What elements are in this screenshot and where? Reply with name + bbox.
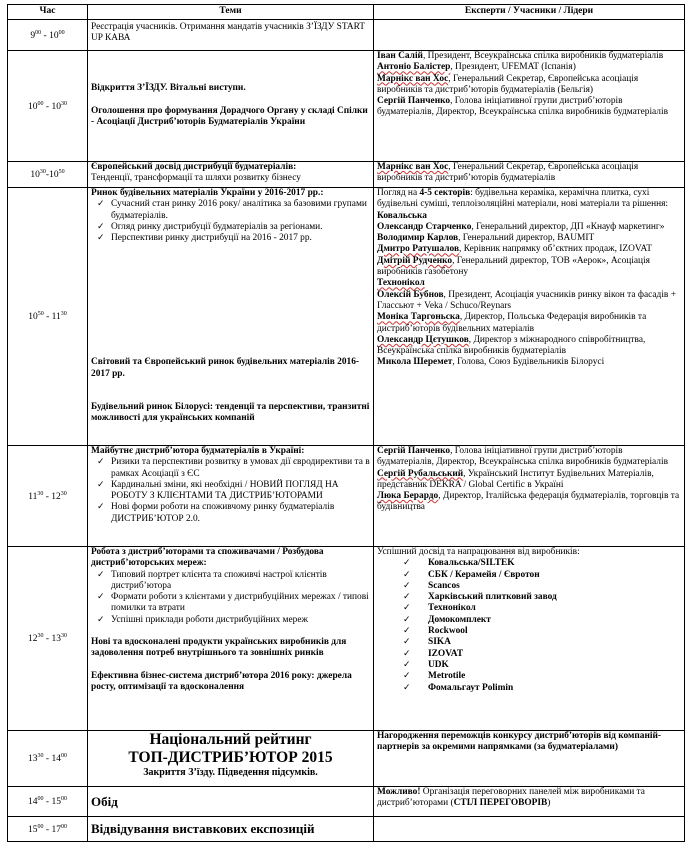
topic-item: ✓ Формати роботи з клієнтами у дистрибуційних мережах / типові помилки та втрати [97, 592, 370, 615]
topics-cell [88, 162, 374, 188]
expert-entry: Сергій Панченко, Голова ініціативної групи дистриб’юторів будматеріалів, Директор, Всеукраїнська спілка виробників будматеріалів [377, 96, 669, 118]
topics-cell [88, 51, 374, 162]
expert-entry: Ковальська [377, 210, 427, 221]
expert-entry: Люка Берардо, Директор, Італійська федерація будматеріалів, торговців та будівництва [377, 491, 680, 513]
expert-entry: Технонікол [377, 278, 425, 289]
topic-subtitle: Тенденції, трансформації та шляхи розвитку бізнесу [91, 173, 301, 184]
expert-entry: Сергій Панченко, Голова ініціативної групи дистриб’юторів будматеріалів, Директор, Всеукраїнська спілка виробників будматеріалів [377, 446, 669, 468]
time-cell: $13^{30} - 14^{00}$ [8, 731, 88, 787]
producer-item: ✓ Харківський плитковий завод [403, 592, 681, 603]
time-cell: $10^{30}-10^{50}$ [8, 162, 88, 188]
program-table [7, 4, 685, 842]
topic-title: Ринок будівельних матеріалів України у 2016-2017 рр.: [91, 188, 324, 198]
expert-entry: Олександр Старченко, Генеральний директор, ДП «Кнауф маркетинг» [377, 221, 665, 232]
experts-cell [374, 731, 685, 787]
expert-entry: Микола Шеремет, Голова, Союз Будівельників Білорусі [377, 357, 605, 368]
topics-cell: Реєстрація учасників. Отримання мандатів учасників З’ЇЗДУ START UP КАВА [88, 20, 374, 51]
experts-cell [374, 162, 685, 188]
table-row [8, 817, 685, 842]
topic-item: ✓ Ризики та перспективи розвитку в умовах дії євродирективи та в рамках Асоціації з ЄС [97, 457, 370, 480]
expert-entry: Антоніо Балістер, Президент, UFEMAT (Іспанія) [377, 62, 576, 73]
lunch-cell: Обід [88, 787, 374, 817]
time-cell: $14^{00} - 15^{00}$ [8, 787, 88, 817]
experts-intro: Погляд на 4-5 секторів: будівельна кераміка, керамічна плитка, сухі будівельні суміші, теплоізоляційні матеріали, нові матеріали та рішення: [377, 188, 669, 210]
expert-entry: Олександр Цєтушков, Директор з міжнародного співробітництва, Всеукраїнська спілка виробників будматеріалів [377, 334, 646, 357]
topic-title: Відкриття З’ЇЗДУ. Вітальні виступи. [91, 83, 246, 94]
topic-title-2: Нові та вдосконалені продукти українських виробників для задоволення потреб внутрішнього та зовнішніх ринків [91, 637, 347, 659]
table-row [8, 162, 685, 188]
topic-title: Майбутнє дистриб’ютора будматеріалів в Україні: [91, 446, 305, 456]
table-row [8, 446, 685, 547]
time-cell: $15^{00} - 17^{00}$ [8, 817, 88, 842]
topic-item: ✓ Кардинальні зміни, які необхідні / НОВИЙ ПОГЛЯД НА РОБОТУ З КЛІЄНТАМИ ТА ДИСТРИБ’ЮТОРАМИ [97, 480, 370, 503]
topic-title: Європейський досвід дистрибуції будматеріалів: [91, 162, 297, 172]
producer-item: ✓ Ковальська/SILTEK [403, 558, 681, 569]
producer-item: ✓ Фомальгаут Polimin [403, 683, 681, 694]
experts-cell [374, 446, 685, 547]
time-cell: $9^{00} - 10^{00}$ [8, 20, 88, 51]
producer-item: ✓ СБК / Керамейя / Євротон [403, 570, 681, 581]
experts-cell [374, 817, 685, 842]
expert-entry: Марнікс ван Хос, Генеральний Секретар, Європейська асоціація виробників та дистриб’юторів будматеріалів (Бельгія) [377, 73, 639, 95]
topic-item: ✓ Перспективи ринку дистрибуції на 2016 - 2017 рр. [97, 233, 370, 244]
topic-item: ✓ Огляд ринку дистрибуції будматеріалів за регіонами. [97, 222, 370, 233]
header-time: Час [8, 5, 88, 20]
header-experts: Експерти / Учасники / Лідери [374, 5, 685, 20]
experts-cell [374, 188, 685, 446]
producer-item: ✓ Rockwool [403, 626, 681, 637]
time-cell: $11^{30} - 12^{30}$ [8, 446, 88, 547]
experts-cell [374, 51, 685, 162]
awards-text: Нагородження переможців конкурсу дистриб’юторів від компаній-партнерів за окремими напрямками (за будматеріалами) [377, 731, 662, 753]
expert-entry: Марнікс ван Хос, Генеральний Секретар, Європейська асоціація виробників та дистриб’юторів будматеріалів [377, 162, 639, 184]
table-row [8, 787, 685, 817]
topics-cell [88, 731, 374, 787]
closing-text: Закриття З’їзду. Підведення підсумків. [143, 767, 318, 778]
table-row [8, 731, 685, 787]
producer-item: ✓ Технонікол [403, 603, 681, 614]
producer-item: ✓ IZOVAT [403, 649, 681, 660]
topic-item: ✓ Успішні приклади роботи дистрибуційних мереж [97, 615, 370, 626]
topic-item: ✓ Типовий портрет клієнта та споживчі настрої клієнтів дистриб’ютора [97, 570, 370, 593]
time-cell: $10^{00} - 10^{30}$ [8, 51, 88, 162]
expert-entry: Дмітрій Рудченко, Генеральний директор, ТОВ «Аерок», Асоціація виробників газобетону [377, 255, 650, 278]
producer-item: ✓ Metrotile [403, 671, 681, 682]
exhibition-cell: Відвідування виставкових експозицій [88, 817, 374, 842]
expert-entry: Сергій Рубальський, Український Інститут Будівельних Матеріалів, представник DEKRA / Global Certific в Україні [377, 468, 654, 490]
rating-title: Національний рейтинг [149, 731, 312, 748]
table-row [8, 20, 685, 51]
experts-cell [374, 547, 685, 731]
time-cell: $12^{30} - 13^{30}$ [8, 547, 88, 731]
producer-item: ✓ SIKA [403, 637, 681, 648]
header-topics: Теми [88, 5, 374, 20]
table-row [8, 188, 685, 446]
experts-intro: Успішний досвід та напрацювання від виробників: [377, 547, 580, 557]
header-row [8, 5, 685, 20]
expert-entry: Іван Салій, Президент, Всеукраїнська спілка виробників будматеріалів [377, 51, 664, 61]
expert-entry: Дмитро Ратушалов, Керівник напрямку об’єктних продаж, IZOVAT [377, 244, 652, 255]
topics-cell [88, 446, 374, 547]
producer-item: ✓ Scancos [403, 581, 681, 592]
producer-item: ✓ Домокомплект [403, 615, 681, 626]
expert-entry: Олексій Бубнов, Президент, Асоціація учасників ринку вікон та фасадів + Глассьют + Veka / Schuco/Reynars [377, 289, 676, 311]
topic-item: ✓ Нові форми роботи на споживчому ринку будматеріалів ДИСТРИБ’ЮТОР 2.0. [97, 502, 370, 525]
topics-cell [88, 547, 374, 731]
topic-title-3: Будівельний ринок Білорусі: тенденції та перспективи, транзитні можливості для українських компаній [91, 402, 370, 424]
expert-entry: Моніка Таргоньска, Директор, Польська Федерація виробників та дистриб’юторів будівельних матеріалів [377, 312, 647, 334]
topic-title: Робота з дистриб’юторами та споживачами / Розбудова дистриб’юторських мереж: [91, 547, 324, 569]
negotiation-text: Можливо! Організація переговорних панелей між виробниками та дистриб’юторами (СТІЛ ПЕРЕГОВОРІВ) [377, 787, 645, 809]
expert-entry: Володимир Карлов, Генеральний директор, BAUMIT [377, 233, 595, 244]
topics-cell [88, 188, 374, 446]
experts-cell [374, 20, 685, 51]
table-row [8, 51, 685, 162]
topic-title-2: Світовий та Європейський ринок будівельних матеріалів 2016-2017 рр. [91, 357, 360, 379]
rating-subtitle: ТОП-ДИСТРИБ’ЮТОР 2015 [128, 749, 333, 766]
producer-item: ✓ UDK [403, 660, 681, 671]
topic-title-3: Ефективна бізнес-система дистриб’ютора 2016 року: джерела росту, оптимізації та вдосконалення [91, 670, 352, 692]
topic-subtitle: Оголошення про формування Дорадчого Органу у складі Спілки - Асоціації Дистриб’юторів Будматеріалів України [91, 106, 368, 128]
topic-item: ✓ Сучасний стан ринку 2016 року/ аналітика за базовими групами будматеріалів. [97, 199, 370, 222]
table-row [8, 547, 685, 731]
time-cell: $10^{50} - 11^{30}$ [8, 188, 88, 446]
experts-cell [374, 787, 685, 817]
